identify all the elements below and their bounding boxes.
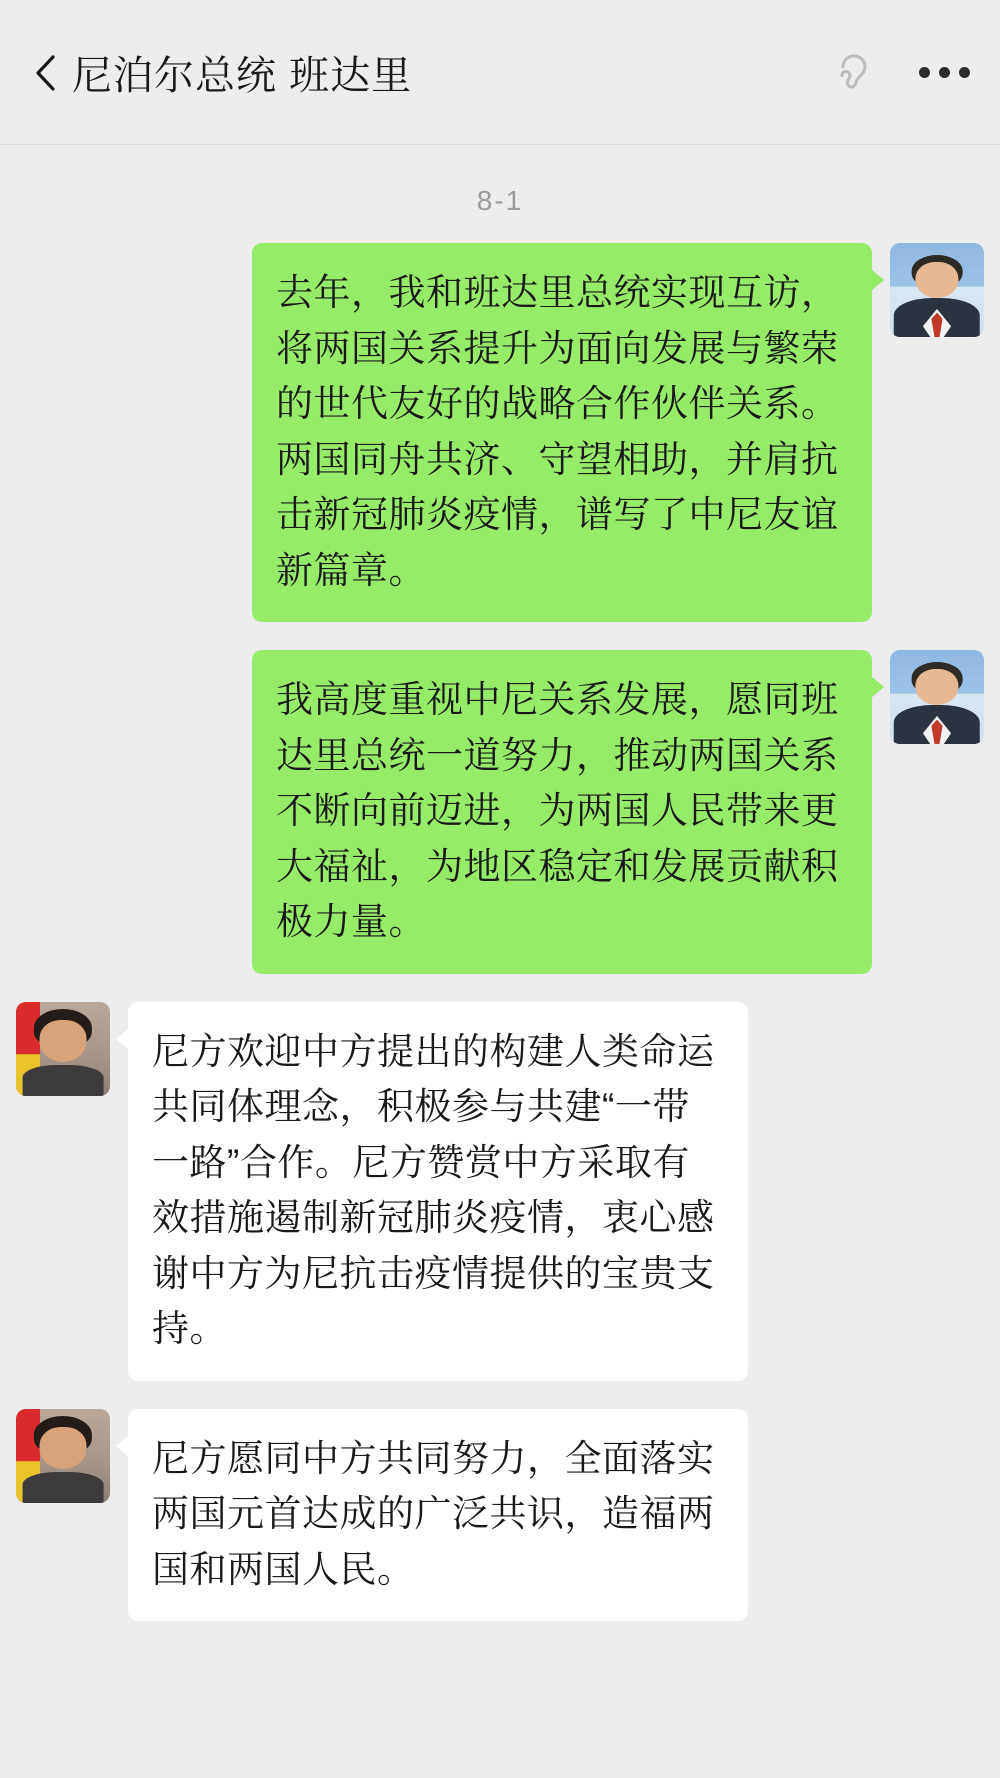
avatar-face xyxy=(40,1020,87,1061)
message-bubble[interactable]: 去年，我和班达里总统实现互访，将两国关系提升为面向发展与繁荣的世代友好的战略合作伙伴关系。两国同舟共济、守望相助，并肩抗击新冠肺炎疫情，谱写了中尼友谊新篇章。 xyxy=(252,243,872,622)
message-row xyxy=(16,1002,984,1381)
back-button[interactable] xyxy=(22,43,68,103)
more-options-icon[interactable] xyxy=(915,57,974,88)
back-chevron-icon xyxy=(34,54,56,92)
more-dot xyxy=(939,67,950,78)
avatar-bhandari[interactable] xyxy=(16,1002,110,1096)
avatar-xi[interactable] xyxy=(890,243,984,337)
message-bubble[interactable]: 我高度重视中尼关系发展，愿同班达里总统一道努力，推动两国关系不断向前迈进，为两国人民带来更大福祉，为地区稳定和发展贡献积极力量。 xyxy=(252,650,872,974)
navigation-bar xyxy=(0,0,1000,145)
more-dot xyxy=(919,67,930,78)
message-row xyxy=(16,650,984,974)
avatar-xi[interactable] xyxy=(890,650,984,744)
navbar-actions xyxy=(833,51,974,95)
message-row xyxy=(16,243,984,622)
message-list[interactable] xyxy=(0,145,1000,1778)
avatar-body xyxy=(23,1065,104,1095)
more-dot xyxy=(959,67,970,78)
message-row xyxy=(16,1409,984,1622)
avatar-face xyxy=(915,669,958,705)
avatar-body xyxy=(23,1472,104,1502)
avatar-face xyxy=(915,262,958,298)
message-bubble[interactable]: 尼方愿同中方共同努力，全面落实两国元首达成的广泛共识，造福两国和两国人民。 xyxy=(128,1409,748,1622)
avatar-face xyxy=(40,1427,87,1468)
chat-timestamp: 8-1 xyxy=(476,185,524,216)
page-title: 尼泊尔总统 班达里 xyxy=(72,54,413,98)
avatar-bhandari[interactable] xyxy=(16,1409,110,1503)
ear-listen-icon[interactable] xyxy=(833,51,867,95)
message-bubble[interactable]: 尼方欢迎中方提出的构建人类命运共同体理念，积极参与共建“一带一路”合作。尼方赞赏中方采取有效措施遏制新冠肺炎疫情，衷心感谢中方为尼抗击疫情提供的宝贵支持。 xyxy=(128,1002,748,1381)
